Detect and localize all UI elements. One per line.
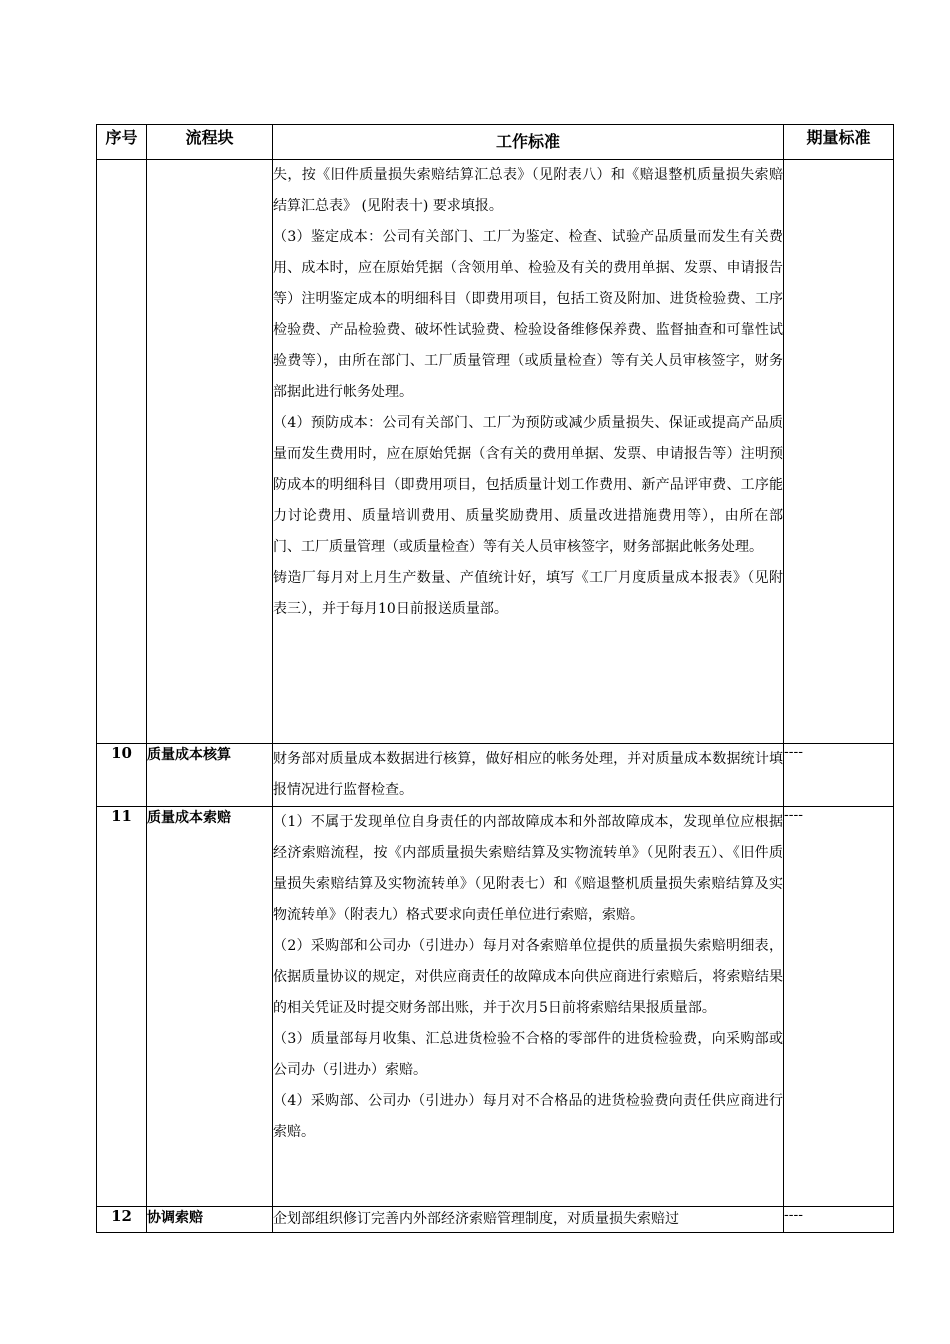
table-row (97, 744, 894, 807)
standard-paragraph: 财务部对质量成本数据进行核算，做好相应的帐务处理，并对质量成本数据统计填报情况进行监督检查。 (273, 751, 783, 798)
standard-paragraph: 企划部组织修订完善内外部经济索赔管理制度，对质量损失索赔过 (273, 1211, 679, 1227)
table-row (97, 160, 894, 744)
standard-paragraph: （4）采购部、公司办（引进办）每月对不合格品的进货检验费向责任供应商进行索赔。 (273, 1093, 783, 1140)
row-period (784, 160, 894, 744)
row-period: ---- (784, 807, 894, 1207)
header-block: 流程块 (147, 125, 273, 160)
header-standard: 工作标准 (273, 125, 784, 160)
standard-paragraph: （3）鉴定成本：公司有关部门、工厂为鉴定、检查、试验产品质量而发生有关费用、成本时，应在原始凭据（含领用单、检验及有关的费用单据、发票、申请报告等）注明鉴定成本的明细科目（即费用项目，包括工资及附加、进货检验费、工序检验费、产品检验费、破坏性试验费、检验设备维修保养费、监督抽查和可靠性试验费等），由所在部门、工厂质量管理（或质量检查）等有关人员审核签字，财务部据此进行帐务处理。 (273, 229, 783, 400)
standard-paragraph: 失，按《旧件质量损失索赔结算汇总表》（见附表八）和《赔退整机质量损失索赔结算汇总表》 (见附表十) 要求填报。 (273, 167, 783, 214)
standard-paragraph: （1）不属于发现单位自身责任的内部故障成本和外部故障成本，发现单位应根据经济索赔流程，按《内部质量损失索赔结算及实物流转单》（见附表五）、《旧件质量损失索赔结算及实物流转单》（见附表七）和《赔退整机质量损失索赔结算及实物流转单》（附表九）格式要求向责任单位进行索赔，索赔。 (273, 814, 783, 923)
standard-paragraph: （4）预防成本：公司有关部门、工厂为预防或减少质量损失、保证或提高产品质量而发生费用时，应在原始凭据（含有关的费用单据、发票、申请报告等）注明预防成本的明细科目（即费用项目，包括质量计划工作费用、新产品评审费、工序能力讨论费用、质量培训费用、质量奖励费用、质量改进措施费用等），由所在部门、工厂质量管理（或质量检查）等有关人员审核签字，财务部据此帐务处理。 (273, 415, 783, 555)
row-standard (273, 1207, 784, 1233)
standard-paragraph: 铸造厂每月对上月生产数量、产值统计好，填写《工厂月度质量成本报表》（见附表三），并于每月10日前报送质量部。 (273, 570, 783, 617)
standard-paragraph: （3）质量部每月收集、汇总进货检验不合格的零部件的进货检验费，向采购部或公司办（引进办）索赔。 (273, 1031, 783, 1078)
table-row (97, 807, 894, 1207)
row-block: 协调索赔 (147, 1207, 273, 1233)
row-period: ---- (784, 744, 894, 807)
row-number (97, 160, 147, 744)
row-block (147, 160, 273, 744)
row-period: ---- (784, 1207, 894, 1233)
standard-paragraph: （2）采购部和公司办（引进办）每月对各索赔单位提供的质量损失索赔明细表，依据质量协议的规定，对供应商责任的故障成本向供应商进行索赔后，将索赔结果的相关凭证及时提交财务部出账，并于次月5日前将索赔结果报质量部。 (273, 938, 783, 1016)
row-standard (273, 744, 784, 807)
row-number: 11 (97, 807, 147, 1207)
header-period: 期量标准 (784, 125, 894, 160)
row-block: 质量成本核算 (147, 744, 273, 807)
row-block: 质量成本索赔 (147, 807, 273, 1207)
row-number: 12 (97, 1207, 147, 1233)
row-standard (273, 160, 784, 744)
row-number: 10 (97, 744, 147, 807)
header-no: 序号 (97, 125, 147, 160)
work-standard-table (96, 124, 894, 1233)
table-row (97, 1207, 894, 1233)
table-header-row (97, 125, 894, 160)
row-standard (273, 807, 784, 1207)
